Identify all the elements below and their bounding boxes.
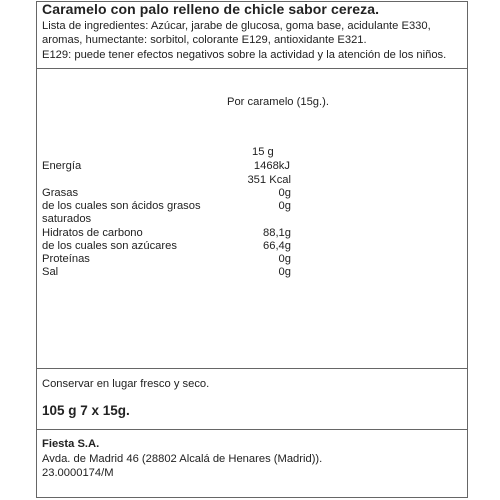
- nutrient-label: Sal: [42, 266, 59, 278]
- nutrient-value: 0g: [278, 253, 291, 265]
- nutrient-label: Energía: [42, 160, 82, 172]
- e129-warning: E129: puede tener efectos negativos sobre la actividad y la atención de los niños.: [42, 49, 447, 61]
- company-address: Avda. de Madrid 46 (28802 Alcalá de Henares (Madrid)).: [42, 453, 323, 465]
- nutrient-label: saturados: [42, 213, 92, 225]
- nutrient-value: 1468kJ: [253, 160, 290, 172]
- ingredients-line-2: aromas, humectante: sorbitol, colorante E129, antioxidante E321.: [42, 34, 367, 46]
- storage-instructions: Conservar en lugar fresco y seco.: [42, 378, 210, 390]
- divider: [36, 368, 468, 369]
- divider: [36, 68, 468, 69]
- nutrient-label: de los cuales son azúcares: [42, 240, 177, 252]
- nutrient-label: Grasas: [42, 187, 79, 199]
- nutrient-value: 88,1g: [263, 227, 291, 239]
- nutrient-value: 0g: [278, 200, 291, 212]
- nutrient-label: de los cuales son ácidos grasos: [42, 200, 201, 212]
- nutrient-value: 351 Kcal: [247, 174, 291, 186]
- nutrient-label: Proteínas: [42, 253, 90, 265]
- nutrient-value: 66,4g: [263, 240, 291, 252]
- company-name: Fiesta S.A.: [42, 438, 100, 450]
- registry-number: 23.0000174/M: [42, 467, 114, 479]
- nutrient-label: Hidratos de carbono: [42, 227, 143, 239]
- ingredients-list: [42, 19, 466, 47]
- serving-size: 15 g: [252, 146, 274, 158]
- package-contents: 105 g 7 x 15g.: [42, 403, 130, 418]
- nutrient-value: 0g: [278, 266, 291, 278]
- divider: [36, 429, 468, 430]
- per-unit-heading: Por caramelo (15g.).: [227, 96, 329, 108]
- nutrient-value: 0g: [278, 187, 291, 199]
- product-title: Caramelo con palo relleno de chicle sabor cereza.: [42, 1, 380, 17]
- ingredients-line-1: Lista de ingredientes: Azúcar, jarabe de glucosa, goma base, acidulante E330,: [42, 20, 431, 32]
